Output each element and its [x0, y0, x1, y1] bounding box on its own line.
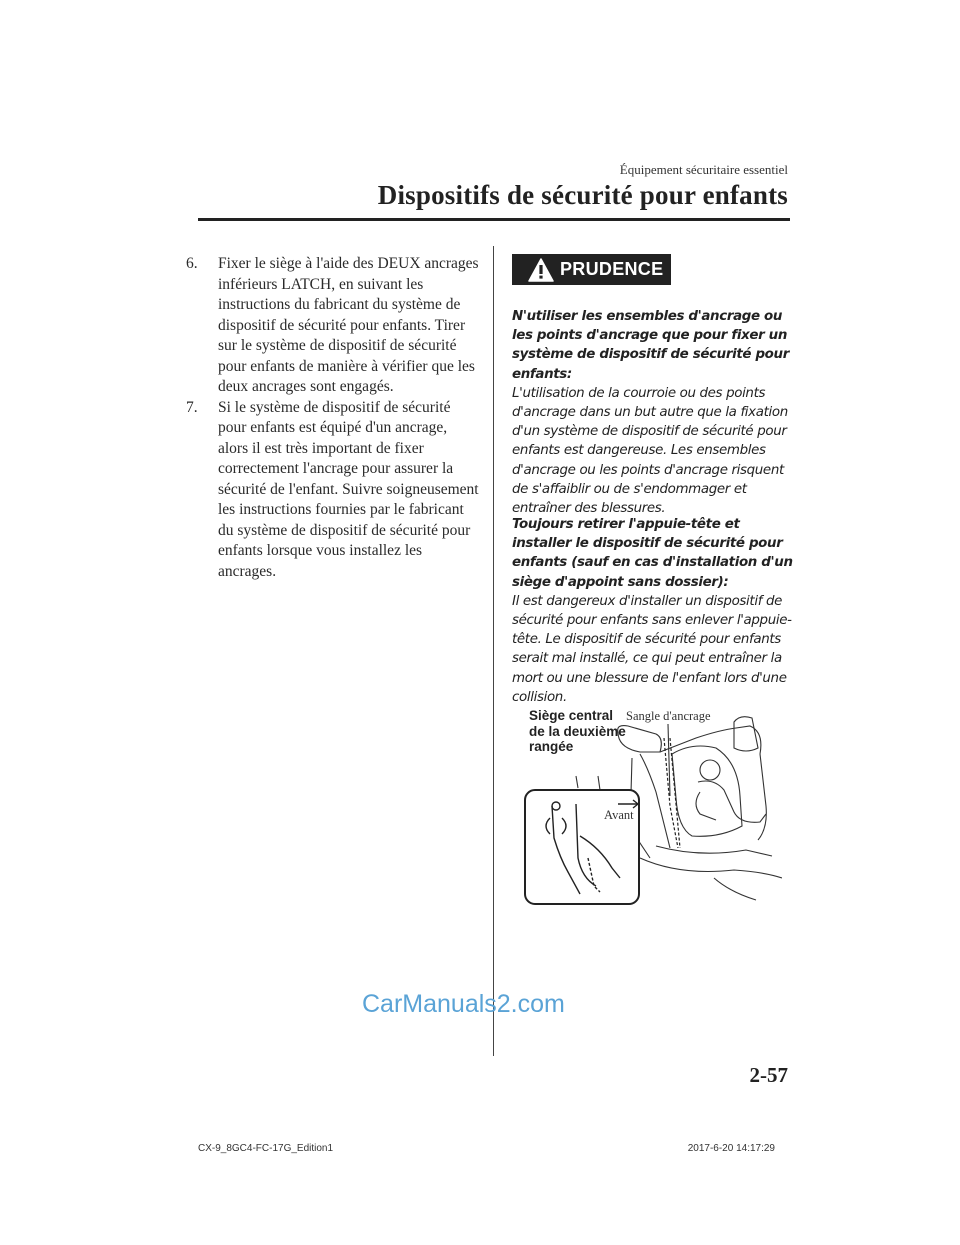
- seat-back-top: [660, 726, 761, 754]
- step-number: 6.: [186, 255, 198, 272]
- page-number: 2-57: [749, 1063, 788, 1087]
- warning-body: Il est dangereux d'installer un dispositif de sécurité pour enfants sans enlever l'appuie-tête. Le dispositif de sécurité pour enfants serait mal installé, ce qui peut entraîner la mort ou une blessure de l'enfant lors d'une collision.: [512, 593, 792, 705]
- warning-heading: N'utiliser les ensembles d'ancrage ou les points d'ancrage que pour fixer un système de dispositif de sécurité pour enfants:: [512, 309, 789, 382]
- seat-cushion-edge: [640, 858, 782, 878]
- front-label: Avant: [604, 808, 634, 822]
- seat-cushion-bottom: [714, 878, 756, 900]
- seat-cushion-top: [656, 846, 772, 856]
- caution-banner: [512, 254, 671, 285]
- seat-back-right: [758, 754, 766, 840]
- step-number: 7.: [186, 398, 198, 416]
- child-arm: [696, 792, 716, 820]
- child-body: [698, 781, 766, 822]
- child-seat-shell: [672, 746, 742, 836]
- header-rule: [198, 218, 790, 221]
- footer-doc-id: CX-9_8GC4-FC-17G_Edition1: [198, 1143, 334, 1154]
- left-seat-lines: [576, 776, 600, 790]
- step-item: [186, 398, 480, 583]
- instruction-steps: [186, 254, 480, 582]
- section-title: Équipement sécuritaire essentiel: [619, 162, 788, 177]
- watermark: CarManuals2.com: [362, 990, 565, 1018]
- warning-block: [512, 307, 794, 518]
- warning-body: L'utilisation de la courroie ou des points d'ancrage dans un but autre que la fixation d'un système de dispositif de sécurité pour enfants est dangereuse. Les ensembles d'ancrage ou les points d'ancrage risquent de s'affaiblir ou de s'endommager et entraîner des blessures.: [512, 385, 788, 517]
- strap-label: Sangle d'ancrage: [626, 709, 711, 723]
- tether-strap: [670, 738, 680, 848]
- child-head: [700, 760, 720, 780]
- seat-label: Siège central de la deuxième rangée: [529, 708, 626, 754]
- warning-heading: Toujours retirer l'appuie-tête et installer le dispositif de sécurité pour enfants (sauf en cas d'installation d'un siège d'appoint sans dossier):: [512, 517, 793, 590]
- column-divider: [493, 246, 494, 1056]
- step-item: [186, 254, 480, 398]
- warning-triangle-icon: [528, 258, 554, 282]
- step-text: Si le système de dispositif de sécurité pour enfants est équipé d'un ancrage, alors il est très important de fixer correctement l'ancrage pour assurer la sécurité de l'enfant. Suivre soigneusement les instructions fournies par le fabricant du système de dispositif de sécurité pour enfants lorsque vous installez les ancrages.: [218, 398, 479, 580]
- step-text: Fixer le siège à l'aide des DEUX ancrages inférieurs LATCH, en suivant les instructions du fabricant du système de dispositif de sécurité pour enfants. Tirer sur le système de dispositif de sécurité pour enfants de manière à vérifier que les deux ancrages sont engagés.: [218, 255, 479, 395]
- chapter-title: Dispositifs de sécurité pour enfants: [377, 180, 788, 210]
- caution-label: PRUDENCE: [560, 259, 664, 279]
- side-headrest-shape: [734, 717, 758, 751]
- footer-timestamp: 2017-6-20 14:17:29: [687, 1143, 775, 1154]
- seat-back-left: [640, 754, 670, 848]
- warning-block: [512, 515, 794, 707]
